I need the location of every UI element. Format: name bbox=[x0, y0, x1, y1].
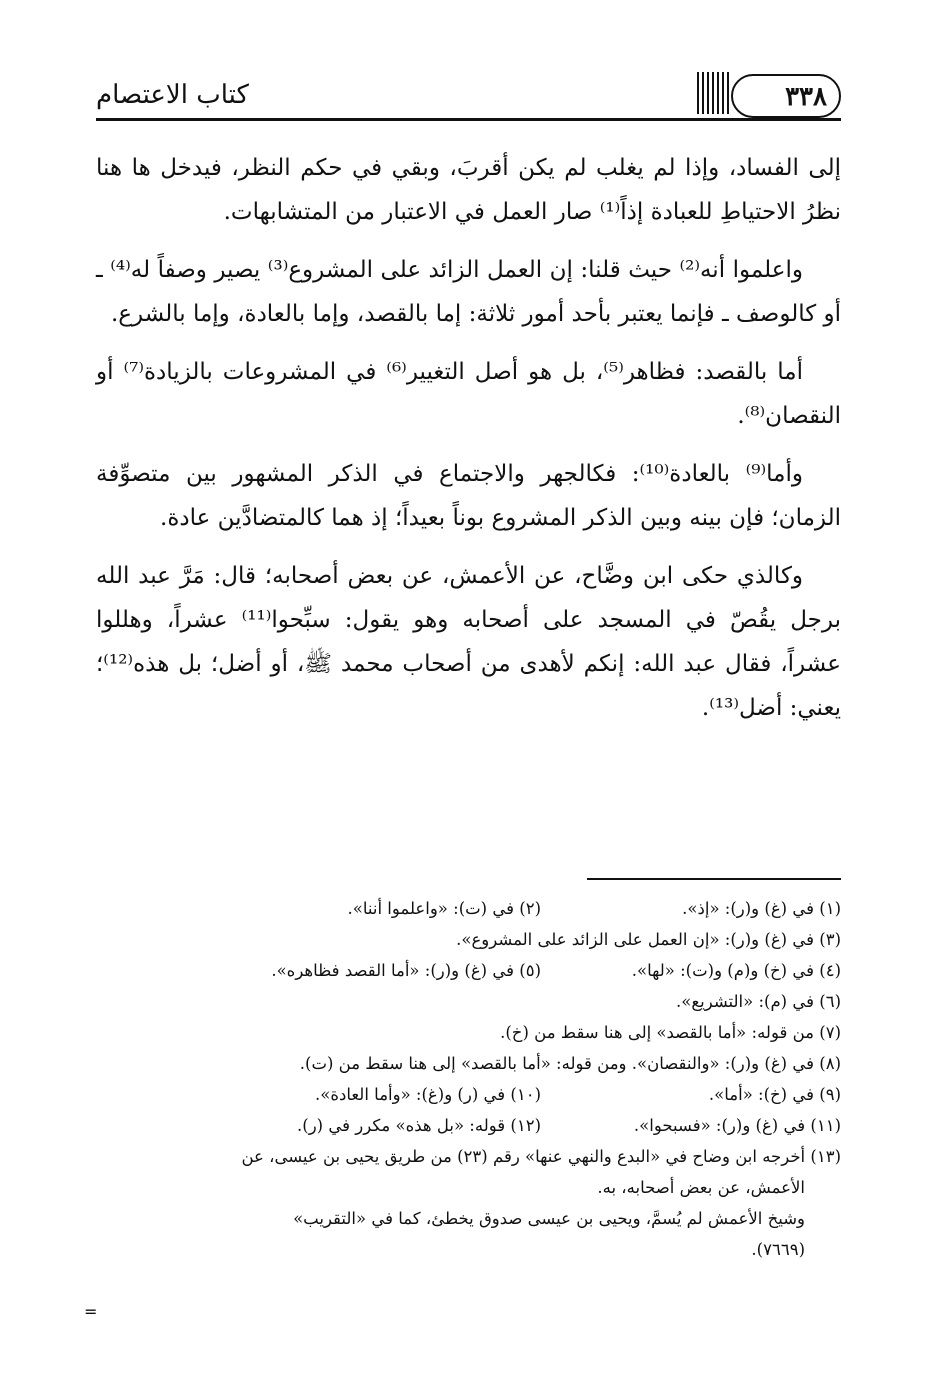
paragraph: وكالذي حكى ابن وضَّاح، عن الأعمش، عن بعض أصحابه؛ قال: مَرَّ عبد الله برجل يقُصّ في المسجد على أصحابه وهو يقول: سبِّحوا⁽¹¹⁾ عشراً، وهللوا عشراً، فقال عبد الله: إنكم لأهدى من أصحاب محمد ﷺ، أو أضل؛ بل هذه⁽¹²⁾؛ يعني: أضل⁽¹³⁾. bbox=[96, 563, 841, 721]
footnote: (٧) من قوله: «أما بالقصد» إلى هنا سقط من (خ). bbox=[500, 1023, 841, 1042]
footnote: (١٠) في (ر) و(غ): «وأما العادة». bbox=[314, 1085, 541, 1104]
paragraph: إلى الفساد، وإذا لم يغلب لم يكن أقربَ، وبقي في حكم النظر، فيدخل ها هنا نظرُ الاحتياطِ للعبادة إذاً⁽¹⁾ صار العمل في الاعتبار من المتشابهات. bbox=[96, 155, 841, 225]
footnote-continuation: وشيخ الأعمش لم يُسمَّ، ويحيى بن عيسى صدوق يخطئ، كما في «التقريب» bbox=[293, 1209, 805, 1228]
footnote-continuation: (٧٦٦٩). bbox=[751, 1240, 805, 1259]
footnote: (٣) في (غ) و(ر): «إن العمل على الزائد على المشروع». bbox=[456, 930, 841, 949]
ornament-icon bbox=[697, 72, 731, 114]
book-title: كتاب الاعتصام bbox=[96, 80, 249, 110]
page-number: ٣٣٨ bbox=[785, 82, 827, 112]
footnote: (٥) في (غ) و(ر): «أما القصد فظاهره». bbox=[271, 961, 541, 980]
footnote: (١١) في (غ) و(ر): «فسبحوا». bbox=[633, 1116, 841, 1135]
page-header bbox=[96, 66, 841, 126]
header-rule bbox=[96, 118, 841, 121]
footnote: (١٣) أخرجه ابن وضاح في «البدع والنهي عنها» رقم (٢٣) من طريق يحيى بن عيسى، عن bbox=[241, 1147, 841, 1166]
footnote-row bbox=[96, 955, 841, 986]
paragraph: أما بالقصد: فظاهر⁽⁵⁾، بل هو أصل التغيير⁽⁶⁾ في المشروعات بالزيادة⁽⁷⁾ أو النقصان⁽⁸⁾. bbox=[96, 359, 841, 429]
footnote: (٢) في (ت): «واعلموا أننا». bbox=[347, 899, 541, 918]
footnote-row bbox=[96, 1110, 841, 1141]
main-text bbox=[96, 146, 841, 744]
footnote: (٤) في (خ) و(م) و(ت): «لها». bbox=[631, 961, 841, 980]
paragraph: وأما⁽⁹⁾ بالعادة⁽¹⁰⁾: فكالجهر والاجتماع في الذكر المشهور بين متصوِّفة الزمان؛ فإن بينه وبين الذكر المشروع بوناً بعيداً؛ إذ هما كالمتضادَّين عادة. bbox=[96, 461, 841, 531]
footnote: (٨) في (غ) و(ر): «والنقصان». ومن قوله: «أما بالقصد» إلى هنا سقط من (ت). bbox=[299, 1054, 841, 1073]
footnote: (١٢) قوله: «بل هذه» مكرر في (ر). bbox=[297, 1116, 541, 1135]
footnote-continuation: الأعمش، عن بعض أصحابه، به. bbox=[597, 1178, 805, 1197]
footnote-row bbox=[96, 1079, 841, 1110]
footnote: (٦) في (م): «التشريع». bbox=[676, 992, 841, 1011]
continuation-mark: = bbox=[84, 1302, 98, 1321]
paragraph: واعلموا أنه⁽²⁾ حيث قلنا: إن العمل الزائد على المشروع⁽³⁾ يصير وصفاً له⁽⁴⁾ ـ أو كالوصف ـ فإنما يعتبر بأحد أمور ثلاثة: إما بالقصد، وإما بالعادة، وإما بالشرع. bbox=[96, 257, 841, 327]
footnote: (٩) في (خ): «أما». bbox=[708, 1085, 841, 1104]
footnote: (١) في (غ) و(ر): «إذ». bbox=[682, 899, 841, 918]
footnote-row bbox=[96, 893, 841, 924]
footnote-separator bbox=[587, 878, 841, 880]
footnotes bbox=[96, 893, 841, 1265]
